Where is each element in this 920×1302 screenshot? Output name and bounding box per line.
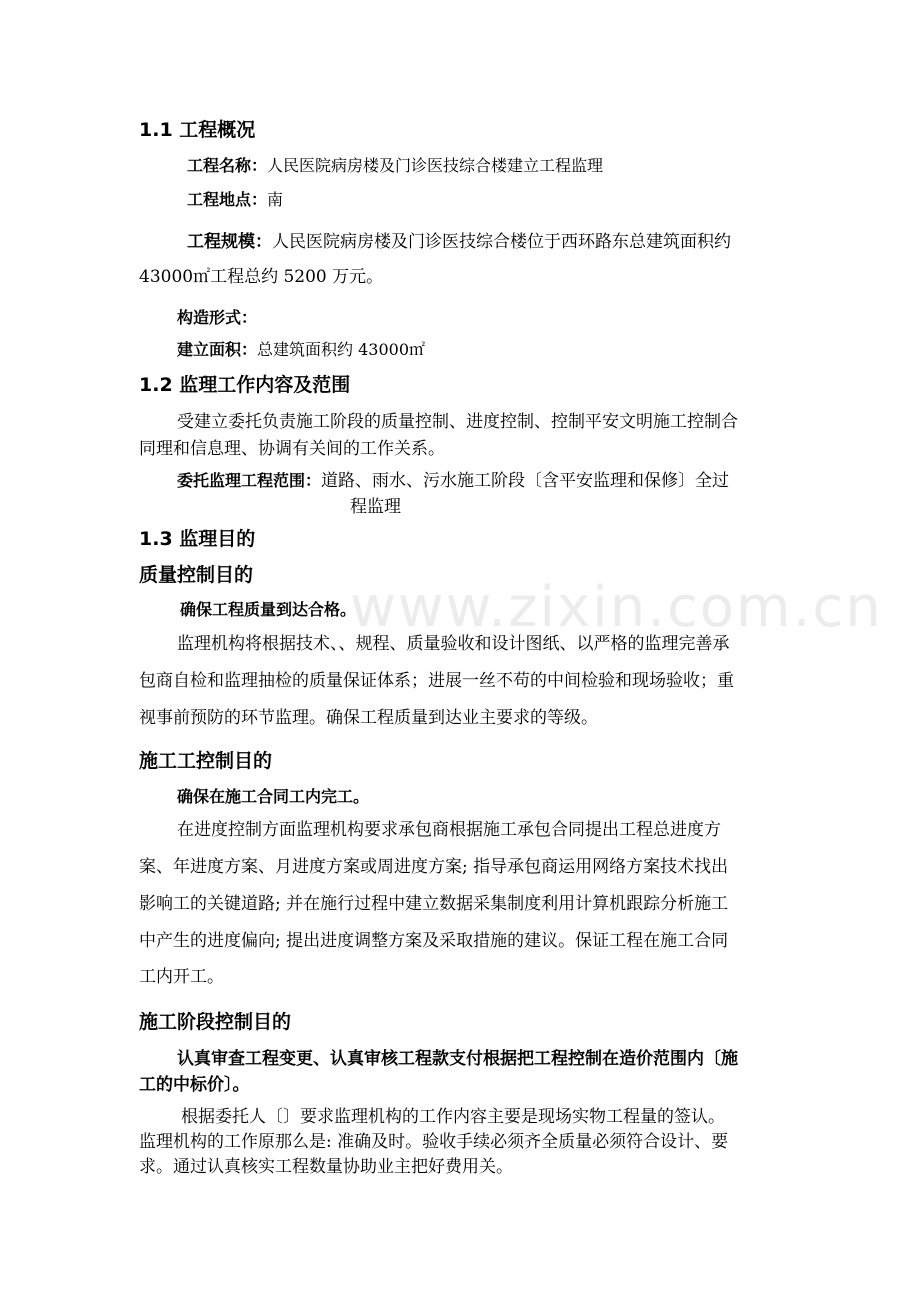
project-location-value: 南	[267, 190, 284, 209]
supervision-scope-line1: 道路、雨水、污水施工阶段〔含平安监理和保修〕全过	[321, 471, 730, 491]
project-location-row	[187, 187, 283, 210]
schedule-text-line2: 案、年进度方案、月进度方案或周进度方案; 指导承包商运用网络方案技术找出	[139, 857, 729, 877]
project-scale-value-line1: 人民医院病房楼及门诊医技综合楼位于西环路东总建筑面积约	[272, 232, 731, 252]
schedule-goal: 确保在施工合同工内完工。	[177, 787, 370, 806]
schedule-text-line5: 工内开工。	[139, 967, 224, 987]
structure-form-label: 构造形式：	[177, 308, 258, 327]
construction-area-value: 总建筑面积约 43000㎡	[257, 340, 426, 359]
section-heading-1-1: 1.1 工程概况	[139, 119, 256, 141]
schedule-text-line3: 影响工的关键道路; 并在施行过程中建立数据采集制度利用计算机跟踪分析施工	[139, 894, 729, 914]
quality-heading: 质量控制目的	[139, 564, 254, 586]
construction-area-label: 建立面积：	[177, 340, 258, 359]
construction-area-row	[177, 337, 425, 360]
schedule-text-line1: 在进度控制方面监理机构要求承包商根据施工承包合同提出工程总进度方	[177, 820, 721, 840]
cost-text-line1: 根据委托人〔〕要求监理机构的工作内容主要是现场实物工程量的签认。	[181, 1107, 725, 1127]
supervision-scope-line2: 程监理	[350, 497, 401, 517]
quality-text-line3: 视事前预防的环节监理。确保工程质量到达业主要求的等级。	[139, 708, 598, 728]
schedule-heading: 施工工控制目的	[139, 750, 273, 772]
cost-text-line3: 求。通过认真核实工程数量协助业主把好费用关。	[139, 1157, 513, 1177]
cost-heading: 施工阶段控制目的	[139, 1011, 292, 1033]
cost-goal-line2: 工的中标价〕。	[139, 1075, 250, 1095]
quality-text-line2: 包商自检和监理抽检的质量保证体系；进展一丝不苟的中间检验和现场验收；重	[139, 671, 734, 691]
quality-goal: 确保工程质量到达合格。	[180, 600, 357, 619]
watermark: www.zixin.com.cn	[350, 575, 883, 640]
section-heading-1-2: 1.2 监理工作内容及范围	[139, 374, 351, 396]
cost-text-line2: 监理机构的工作原那么是: 准确及时。验收手续必须齐全质量必须符合设计、要	[139, 1132, 729, 1152]
schedule-text-line4: 中产生的进度偏向; 提出进度调整方案及采取措施的建议。保证工程在施工合同	[139, 931, 729, 951]
project-scale-value-line2: 43000㎡工程总约 5200 万元。	[139, 267, 384, 287]
supervision-scope-row	[177, 466, 729, 491]
cost-goal-line1: 认真审查工程变更、认真审核工程款支付根据把工程控制在造价范围内〔施	[177, 1049, 738, 1069]
scope-paragraph-line2: 同理和信息理、协调有关间的工作关系。	[139, 439, 445, 459]
project-location-label: 工程地点：	[187, 190, 268, 209]
scope-paragraph-line1: 受建立委托负责施工阶段的质量控制、进度控制、控制平安文明施工控制合	[177, 412, 738, 432]
supervision-scope-label: 委托监理工程范围：	[177, 471, 322, 490]
project-name-value: 人民医院病房楼及门诊医技综合楼建立工程监理	[267, 156, 604, 175]
project-name-row	[187, 153, 603, 176]
section-heading-1-3: 1.3 监理目的	[139, 528, 256, 550]
project-scale-row	[187, 227, 731, 252]
project-scale-label: 工程规模：	[187, 232, 272, 252]
quality-text-line1: 监理机构将根据技术、、规程、质量验收和设计图纸、以严格的监理完善承	[177, 634, 730, 654]
project-name-label: 工程名称：	[187, 156, 268, 175]
